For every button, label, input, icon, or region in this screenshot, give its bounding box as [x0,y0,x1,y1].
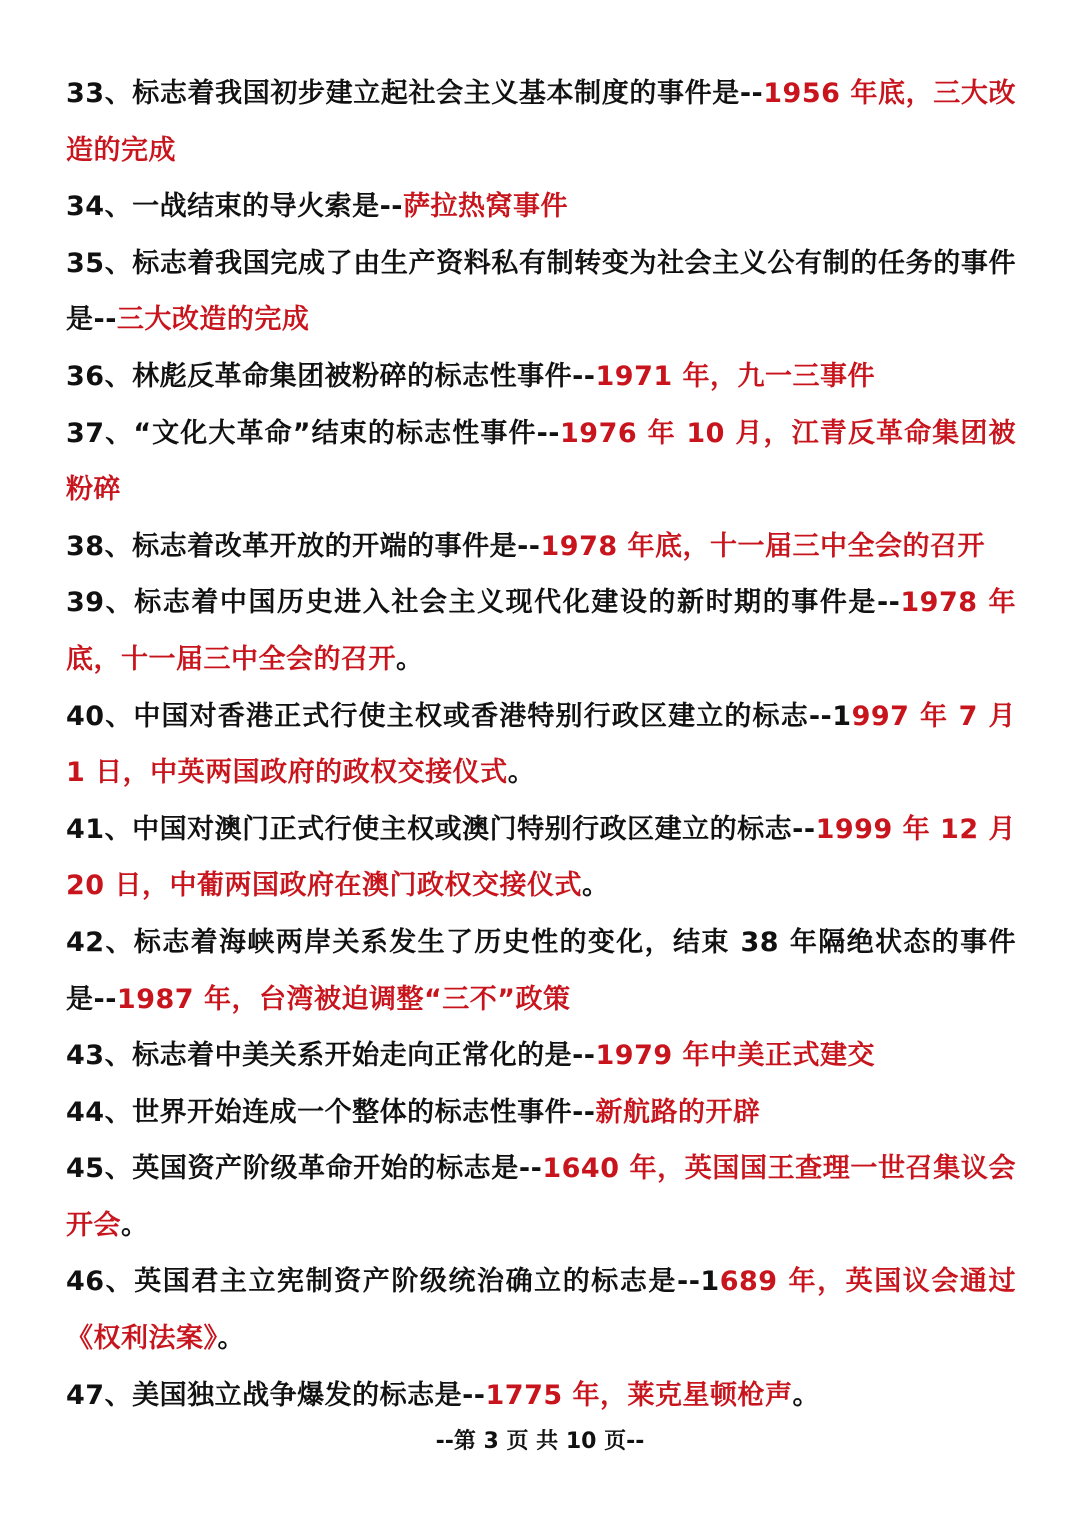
question-item-36 [66,349,1016,406]
question-item-34 [66,179,1016,236]
answer-text: 689 年，英国议会通过《权利法案》 [66,1266,1016,1355]
question-text: 47、美国独立战争爆发的标志是-- [66,1379,486,1411]
answer-text: 1987 年，台湾被迫调整“三不”政策 [116,983,571,1015]
question-item-42 [66,915,1016,1028]
question-item-40 [66,689,1016,802]
question-item-41 [66,802,1016,915]
question-item-43 [66,1028,1016,1085]
answer-tail: 。 [507,757,536,789]
answer-text: 1978 年底，十一届三中全会的召开 [540,530,986,562]
question-text: 33、标志着我国初步建立起社会主义基本制度的事件是-- [66,78,764,109]
question-text: 42、标志着海峡两岸关系发生了历史性的变化，结束 38 年隔绝状态的事件是-- [66,926,1016,1015]
question-text: 46、英国君主立宪制资产阶级统治确立的标志是--1 [66,1266,720,1298]
answer-text: 1640 年，英国国王查理一世召集议会开会 [66,1153,1016,1241]
answer-text: 1999 年 12 月 20 日，中葡两国政府在澳门政权交接仪式 [66,813,1017,902]
question-text: 43、标志着中美关系开始走向正常化的是-- [66,1040,596,1072]
answer-text: 1976 年 10 月，江青反革命集团被粉碎 [66,417,1016,506]
question-text: 34、一战结束的导火索是-- [66,191,403,223]
question-item-39 [66,575,1016,688]
document-page [66,66,1016,1424]
answer-text: 三大改造的完成 [116,304,310,336]
question-text: 40、中国对香港正式行使主权或香港特别行政区建立的标志--1 [66,700,852,732]
question-text: 45、英国资产阶级革命开始的标志是-- [66,1153,543,1185]
answer-text: 萨拉热窝事件 [403,191,568,223]
answer-tail: 。 [121,1209,149,1241]
question-text: 35、标志着我国完成了由生产资料私有制转变为社会主义公有制的任务的事件是-- [66,247,1016,336]
question-text: 38、标志着改革开放的开端的事件是-- [66,530,541,562]
page-footer: --第 3 页 共 10 页-- [435,1429,645,1454]
answer-tail: 。 [581,870,610,902]
question-item-35 [66,236,1016,349]
answer-text: 1956 年底，三大改造的完成 [66,78,1017,166]
question-text: 37、“文化大革命”结束的标志性事件-- [66,417,561,449]
question-item-38 [66,519,1016,576]
question-text: 39、标志着中国历史进入社会主义现代化建设的新时期的事件是-- [66,587,901,619]
question-item-44 [66,1085,1016,1142]
question-text: 41、中国对澳门正式行使主权或澳门特别行政区建立的标志-- [66,813,816,845]
answer-tail: 。 [217,1323,245,1355]
answer-text: 1979 年中美正式建交 [595,1040,876,1072]
question-item-46 [66,1254,1016,1367]
answer-text: 1978 年底，十一届三中全会的召开 [66,587,1017,675]
question-text: 36、林彪反革命集团被粉碎的标志性事件-- [66,360,596,392]
answer-text: 997 年 7 月 1 日，中英两国政府的政权交接仪式 [66,700,1016,789]
answer-tail: 。 [396,643,424,675]
answer-text: 1971 年，九一三事件 [595,360,876,392]
answer-text: 1775 年，莱克星顿枪声 [485,1379,793,1411]
answer-tail: 。 [792,1379,821,1411]
question-item-33 [66,66,1016,179]
question-item-47 [66,1368,1016,1425]
question-text: 44、世界开始连成一个整体的标志性事件-- [66,1096,596,1128]
question-item-45 [66,1141,1016,1254]
question-item-37 [66,406,1016,519]
answer-text: 新航路的开辟 [595,1096,761,1128]
